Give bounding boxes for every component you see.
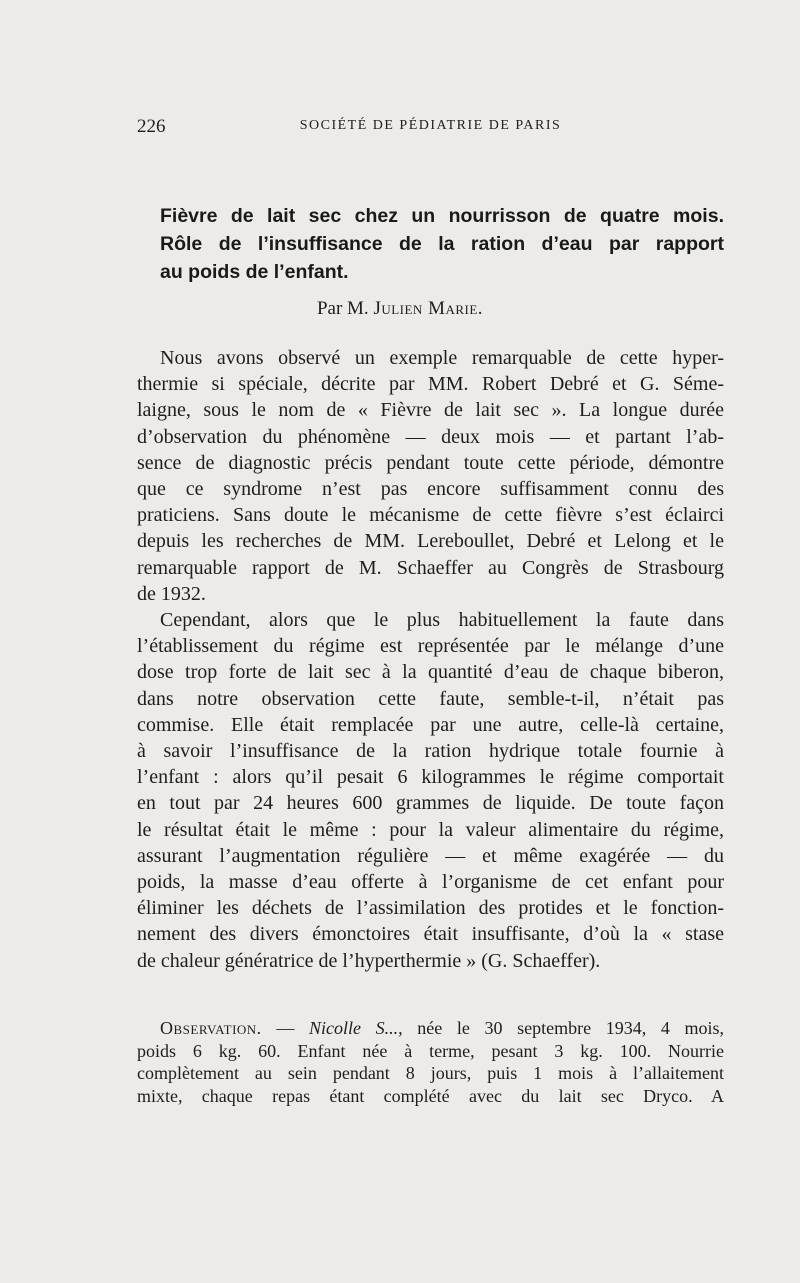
paragraph-1 <box>137 345 724 607</box>
text-line: praticiens. Sans doute le mécanisme de cette fièvre s’est éclairci <box>137 504 724 527</box>
text-line: que ce syndrome n’est pas encore suffisamment connu des <box>137 478 724 501</box>
observation-line-rest: née le 30 septembre 1934, 4 mois, <box>402 1018 724 1038</box>
observation-dash: — <box>261 1018 309 1038</box>
paragraph-2 <box>137 607 724 974</box>
observation-block <box>137 1017 724 1107</box>
text-line: assurant l’augmentation régulière — et même exagérée — du <box>137 844 724 867</box>
observation-line <box>137 1017 724 1040</box>
author-name: Julien Marie. <box>373 298 484 319</box>
author-prefix: Par M. <box>316 298 369 319</box>
text-line: depuis les recherches de MM. Lereboullet, Debré et Lelong et le <box>137 530 724 553</box>
patient-name: Nicolle S..., <box>308 1018 403 1038</box>
text-line: d’observation du phénomène — deux mois — et partant l’ab- <box>137 425 724 448</box>
text-line: le résultat était le même : pour la valeur alimentaire du régime, <box>137 818 724 841</box>
text-line: l’enfant : alors qu’il pesait 6 kilogrammes le régime comportait <box>137 766 724 789</box>
article-title <box>160 202 724 286</box>
author-byline <box>0 298 800 320</box>
text-line: poids, la masse d’eau offerte à l’organisme de cet enfant pour <box>137 871 724 894</box>
page-header <box>137 116 724 138</box>
title-line: au poids de l’enfant. <box>160 261 349 283</box>
title-line: Fièvre de lait sec chez un nourrisson de quatre mois. <box>160 205 724 227</box>
text-line: éliminer les déchets de l’assimilation des protides et le fonction- <box>137 897 724 920</box>
text-line: à savoir l’insuffisance de la ration hydrique totale fournie à <box>137 740 724 763</box>
text-line: nement des divers émonctoires était insuffisante, d’où la « stase <box>137 923 724 946</box>
text-line: sence de diagnostic précis pendant toute cette période, démontre <box>137 451 724 474</box>
text-line: en tout par 24 heures 600 grammes de liquide. De toute façon <box>137 792 724 815</box>
text-line: Cependant, alors que le plus habituellement la faute dans <box>160 609 724 632</box>
text-line: de 1932. <box>137 582 206 605</box>
text-line: dans notre observation cette faute, semble-t-il, n’était pas <box>137 687 724 710</box>
text-line: commise. Elle était remplacée par une autre, celle-là certaine, <box>137 713 724 736</box>
text-line: thermie si spéciale, décrite par MM. Robert Debré et G. Séme- <box>137 373 724 396</box>
page-number: 226 <box>137 116 166 137</box>
title-line: Rôle de l’insuffisance de la ration d’eau par rapport <box>160 233 724 255</box>
text-line: de chaleur génératrice de l’hyperthermie » (G. Schaeffer). <box>137 949 601 972</box>
text-line: l’établissement du régime est représentée par le mélange d’une <box>137 635 724 658</box>
observation-line: poids 6 kg. 60. Enfant née à terme, pesant 3 kg. 100. Nourrie <box>137 1040 724 1061</box>
observation-line: complètement au sein pendant 8 jours, puis 1 mois à l’allaitement <box>137 1063 724 1083</box>
observation-label: Observation. <box>160 1018 262 1038</box>
text-line: dose trop forte de lait sec à la quantité d’eau de chaque biberon, <box>137 661 724 684</box>
article-body <box>137 345 724 974</box>
running-title: SOCIÉTÉ DE PÉDIATRIE DE PARIS <box>299 118 562 133</box>
observation-line: mixte, chaque repas étant complété avec du lait sec Dryco. A <box>137 1085 724 1106</box>
text-line: Nous avons observé un exemple remarquable de cette hyper- <box>160 347 724 369</box>
text-line: remarquable rapport de M. Schaeffer au Congrès de Strasbourg <box>137 556 724 579</box>
text-line: laigne, sous le nom de « Fièvre de lait sec ». La longue durée <box>137 399 724 422</box>
